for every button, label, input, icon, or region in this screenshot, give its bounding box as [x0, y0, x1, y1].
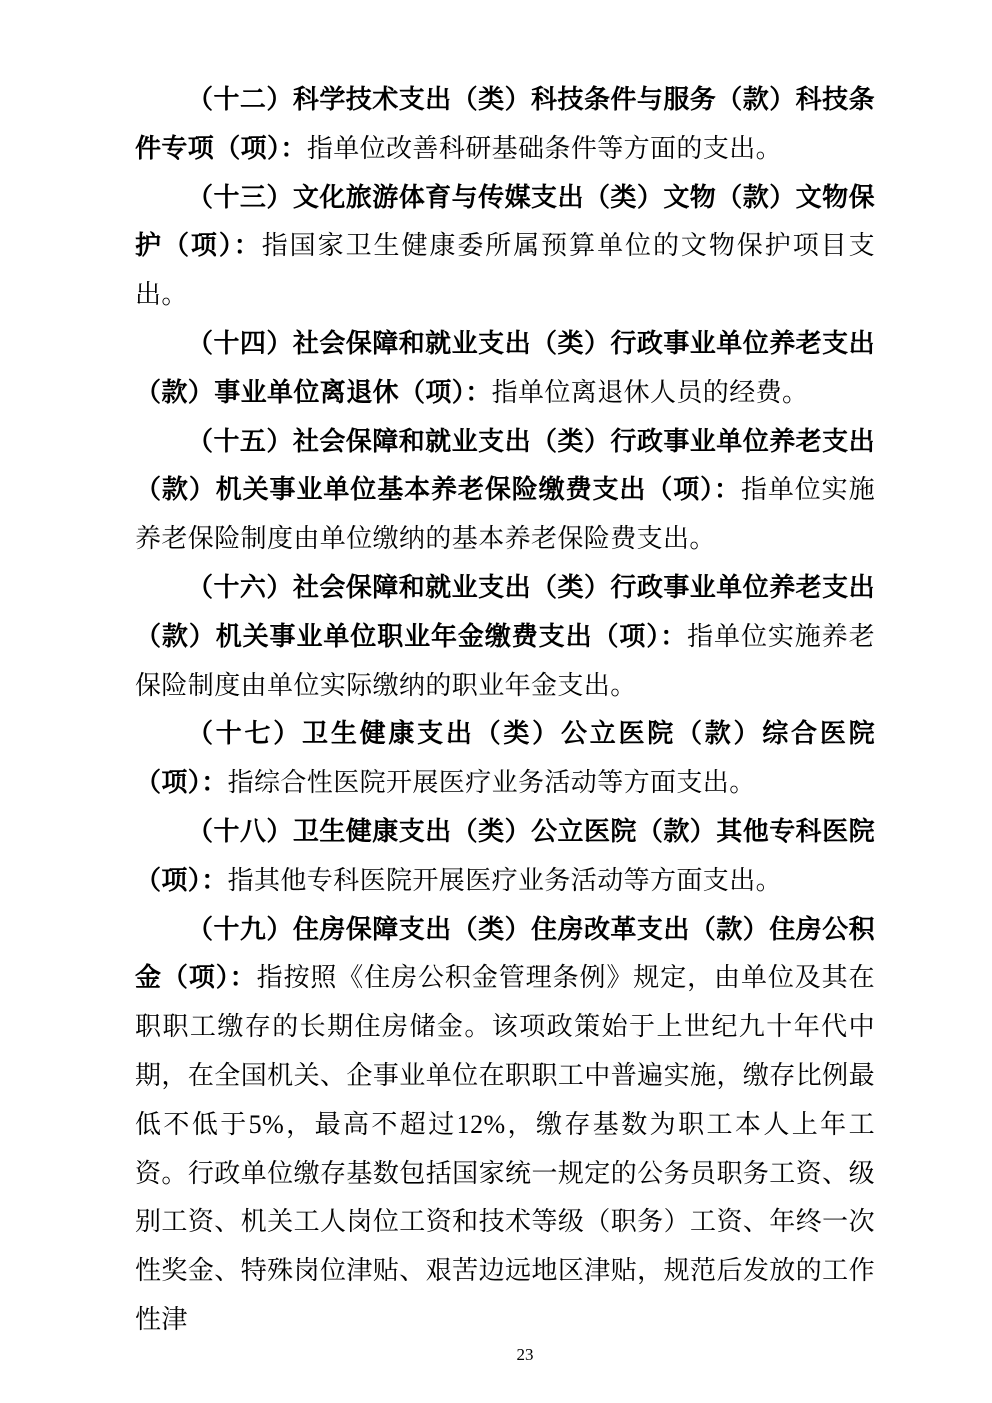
paragraph-clause-17 — [135, 710, 875, 808]
clause-body: 指其他专科医院开展医疗业务活动等方面支出。 — [227, 865, 783, 895]
document-body — [135, 76, 875, 1345]
clause-body: 指单位离退休人员的经费。 — [491, 377, 809, 407]
clause-heading: （十二）科学技术支出（类）科技条件与服务（款）科技条件专项（项）： — [135, 85, 875, 163]
page-footer — [0, 1344, 992, 1366]
clause-heading: （十三）文化旅游体育与传媒支出（类）文物（款）文物保护（项）： — [135, 182, 875, 261]
clause-heading: （十九）住房保障支出（类）住房改革支出（款）住房公积金（项）： — [135, 914, 875, 993]
clause-heading: （十六）社会保障和就业支出（类）行政事业单位养老支出（款）机关事业单位职业年金缴费支出（项）： — [135, 572, 875, 651]
paragraph-clause-12 — [135, 76, 875, 174]
paragraph-clause-13 — [135, 174, 875, 320]
paragraph-clause-15 — [135, 418, 875, 564]
clause-body: 指单位改善科研基础条件等方面的支出。 — [306, 133, 783, 163]
paragraph-clause-18 — [135, 808, 875, 906]
clause-body: 指国家卫生健康委所属预算单位的文物保护项目支出。 — [135, 231, 875, 310]
page-number: 23 — [516, 1345, 534, 1364]
paragraph-clause-16 — [135, 564, 875, 710]
clause-heading: （十八）卫生健康支出（类）公立医院（款）其他专科医院（项）： — [135, 816, 875, 895]
clause-heading: （十五）社会保障和就业支出（类）行政事业单位养老支出（款）机关事业单位基本养老保险缴费支出（项）： — [135, 426, 875, 505]
paragraph-clause-14 — [135, 320, 875, 418]
clause-heading: （十四）社会保障和就业支出（类）行政事业单位养老支出（款）事业单位离退休（项）： — [135, 328, 875, 407]
clause-body: 指单位实施养老保险制度由单位缴纳的基本养老保险费支出。 — [135, 475, 875, 554]
clause-body: 指按照《住房公积金管理条例》规定，由单位及其在职职工缴存的长期住房储金。该项政策始于上世纪九十年代中期，在全国机关、企事业单位在职职工中普遍实施，缴存比例最低不低于5%，最高不超过12%，缴存基数为职工本人上年工资。行政单位缴存基数包括国家统一规定的公务员职务工资、级别工资、机关工人岗位工资和技术等级（职务）工资、年终一次性奖金、特殊岗位津贴、艰苦边远地区津贴，规范后发放的工作性津 — [135, 963, 875, 1334]
paragraph-clause-19 — [135, 906, 875, 1345]
clause-heading: （十七）卫生健康支出（类）公立医院（款）综合医院（项）： — [135, 719, 875, 798]
clause-body: 指综合性医院开展医疗业务活动等方面支出。 — [227, 768, 756, 798]
clause-body: 指单位实施养老保险制度由单位实际缴纳的职业年金支出。 — [135, 621, 875, 700]
